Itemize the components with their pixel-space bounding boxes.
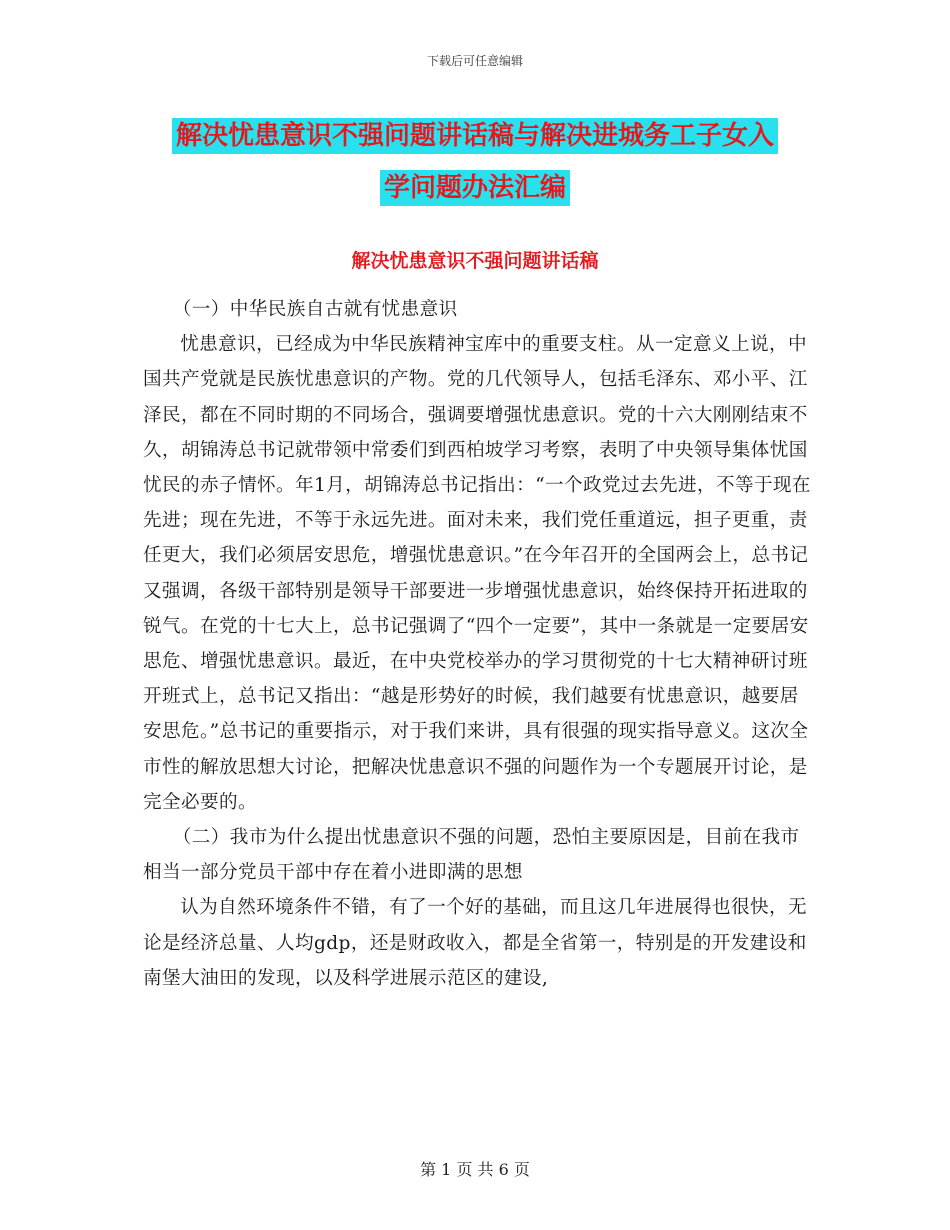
paragraph-2: 认为自然环境条件不错，有了一个好的基础，而且这几年进展得也很快，无论是经济总量、人均gdp，还是财政收入，都是全省第一，特别是的开发建设和南堡大油田的发现，以及科学进展示范区的建设, (143, 897, 807, 989)
document-body (143, 292, 811, 996)
subheading-2: （二）我市为什么提出忧患意识不强的问题，恐怕主要原因是，目前在我市相当一部分党员干部中存在着小进即满的思想 (143, 827, 800, 884)
title-line-2: 学问题办法汇编 (380, 170, 570, 206)
title-line-1: 解决忧患意识不强问题讲话稿与解决进城务工子女入 (172, 118, 778, 154)
subheading-1: （一）中华民族自古就有忧患意识 (172, 299, 458, 320)
page-footer: 第 1 页 共 6 页 (420, 1160, 530, 1179)
header-note: 下载后可任意编辑 (426, 54, 523, 68)
document-title (0, 110, 950, 214)
paragraph-1: 忧患意识，已经成为中华民族精神宝库中的重要支柱。从一定意义上说，中国共产党就是民族忧患意识的产物。党的几代领导人，包括毛泽东、邓小平、江泽民，都在不同时期的不同场合，强调要增强忧患意识。党的十六大刚刚结束不久，胡锦涛总书记就带领中常委们到西柏坡学习考察，表明了中央领导集体忧国忧民的赤子情怀。年1月，胡锦涛总书记指出：“一个政党过去先进，不等于现在先进；现在先进，不等于永远先进。面对未来，我们党任重道远，担子更重，责任更大，我们必须居安思危，增强忧患意识。”在今年召开的全国两会上，总书记又强调，各级干部特别是领导干部要进一步增强忧患意识，始终保持开拓进取的锐气。在党的十七大上，总书记强调了“四个一定要”，其中一条就是一定要居安思危、增强忧患意识。最近，在中央党校举办的学习贯彻党的十七大精神研讨班开班式上，总书记又指出：“越是形势好的时候，我们越要有忧患意识，越要居安思危。”总书记的重要指示，对于我们来讲，具有很强的现实指导意义。这次全市性的解放思想大讨论，把解决忧患意识不强的问题作为一个专题展开讨论，是完全必要的。 (143, 334, 811, 813)
section-title: 解决忧患意识不强问题讲话稿 (351, 250, 599, 272)
